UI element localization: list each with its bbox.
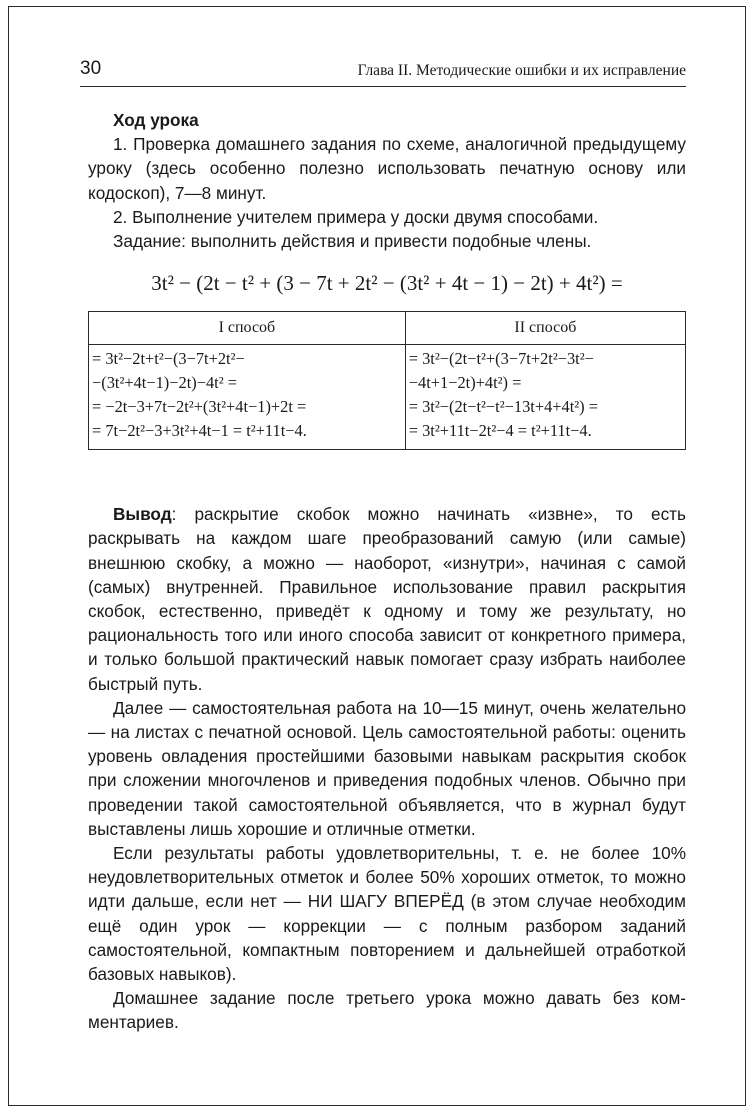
method2-line: = 3t²−(2t−t²−t²−13t+4+4t²) =	[408, 397, 598, 417]
method2-line: = 3t²−(2t−t²+(3−7t+2t²−3t²−	[408, 349, 594, 369]
paragraph-homework: Домашнее задание после третьего урока можно давать без комментариев.	[88, 988, 686, 1033]
section-heading: Ход урока	[113, 110, 199, 130]
method1-line: −(3t²+4t−1)−2t)−4t² =	[92, 373, 237, 393]
col1-header: I способ	[89, 312, 406, 345]
page-content	[88, 108, 686, 1035]
page-number: 30	[80, 58, 102, 79]
methods-table	[88, 311, 686, 450]
conclusion-paragraph	[88, 502, 686, 696]
paragraph-results: Если результаты работы удовлетворительны, т. е. не более 10% неудовлетворительных отметок и более 50% хороших отметок, то можно идти дальше, если нет — НИ ШАГУ ВПЕРЁД (в этом случае необходим ещё один урок — коррекции — с полным разбором заданий самостоятельной, компактным повторением и дальнейшей отработкой базовых навыков).	[88, 843, 686, 985]
page-header	[80, 56, 686, 87]
task-formula: 3t² − (2t − t² + (3 − 7t + 2t² − (3t² + 4t − 1) − 2t) + 4t²) =	[151, 271, 623, 296]
method2-line: −4t+1−2t)+4t²) =	[408, 373, 522, 393]
method1-line: = −2t−3+7t−2t²+(3t²+4t−1)+2t =	[92, 397, 307, 417]
spacer	[88, 450, 686, 502]
conclusion-label: Вывод	[113, 504, 172, 525]
task-statement: Задание: выполнить действия и привести подобные члены.	[113, 231, 592, 252]
col2-header: II способ	[405, 312, 685, 345]
step-2: 2. Выполнение учителем примера у доски двумя способами.	[113, 206, 599, 227]
method2-cell	[405, 345, 685, 450]
running-head: Глава II. Методические ошибки и их исправление	[357, 62, 686, 79]
paragraph-independent-work: Далее — самостоятельная работа на 10—15 минут, очень желательно — на листах с печатной основой. Цель самостоятельной работы: оценить уровень овладения простейшими базовыми навыкам раскрытия скобок при сложении многочленов и приведения подобных членов. Обычно при проведении такой самостоятельной объявляется, что в журнал будут выставлены лишь хорошие и отличные отметки.	[88, 697, 686, 839]
method1-line: = 3t²−2t+t²−(3−7t+2t²−	[92, 349, 245, 369]
method1-line: = 7t−2t²−3+3t²+4t−1 = t²+11t−4.	[92, 421, 307, 441]
method1-cell	[89, 345, 406, 450]
conclusion-text: : раскрытие скобок можно начинать «извне», то есть раскрывать на каждом шаге преобразований самую (или самые) внешнюю скобку, а можно — наоборот, «изнутри», начиная с самой (самых) внутренней. Правильное использование правил раскрытия скобок, естественно, приведёт к одному и тому же результату, но рациональность того или иного способа зависит от конкретного примера, и только большой практический навык помогает сразу избрать наиболее быстрый путь.	[88, 504, 686, 694]
method2-line: = 3t²+11t−2t²−4 = t²+11t−4.	[408, 421, 592, 441]
step-1: 1. Проверка домашнего задания по схеме, аналогичной предыдущему уроку (здесь особенно полезно использовать печатную основу или кодоскоп), 7—8 минут.	[88, 134, 686, 203]
